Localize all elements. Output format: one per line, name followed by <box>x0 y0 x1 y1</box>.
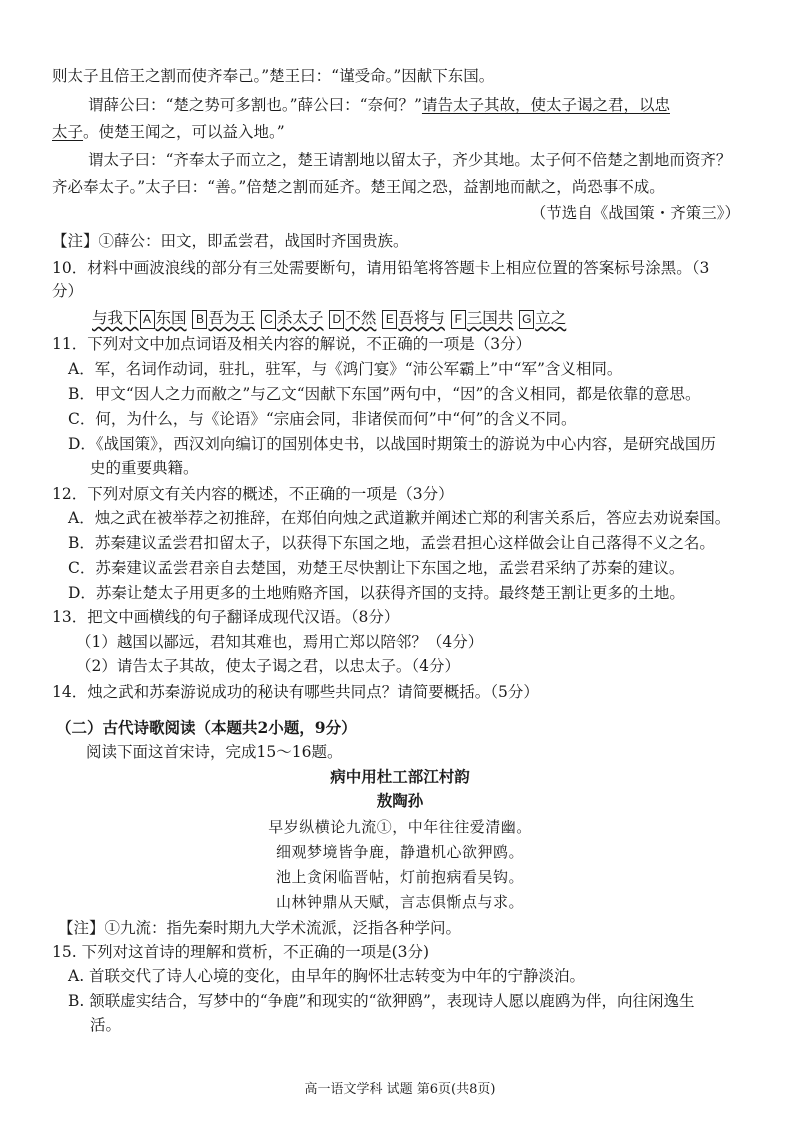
question-10-stem: 分） <box>52 282 84 300</box>
question-11-option-a[interactable]: A．军，名词作动词，驻扎，驻军，与《鸿门宴》“沛公军霸上”中“军”含义相同。 <box>68 360 623 378</box>
passage-line: 谓太子曰：“齐奉太子而立之，楚王请割地以留太子，齐少其地。太子何不倍楚之割地而资齐？ <box>88 151 732 169</box>
source-citation: （节选自《战国策・齐策三》） <box>530 204 740 222</box>
segment-text: 吾将与 <box>398 309 445 327</box>
question-10-stem: 10．材料中画波浪线的部分有三处需要断句，请用铅笔将答题卡上相应位置的答案标号涂黑。（3 <box>52 259 710 277</box>
passage-text: 。使楚王闻之，可以益入地。” <box>83 123 285 141</box>
segment-text: 立之 <box>535 309 567 327</box>
segment-text: 吾为王 <box>208 309 255 327</box>
question-13-sentence-1: （1）越国以鄙远，君知其难也，焉用亡郑以陪邻？（4分） <box>76 633 484 651</box>
question-11-option-b[interactable]: B．甲文“因人之力而敝之”与乙文“因献下东国”两句中，“因”的含义相同，都是依靠的意思。 <box>68 385 701 403</box>
poem-line: 池上贪闲临晋帖，灯前抱病看吴钩。 <box>275 868 524 886</box>
segment-text: 杀太子 <box>276 309 324 327</box>
passage-note: 【注】①薛公：田文，即孟尝君，战国时齐国贵族。 <box>52 232 409 250</box>
break-option-g[interactable]: G <box>519 310 534 329</box>
segment-text: 三国共 <box>466 309 514 327</box>
question-12-option-b[interactable]: B．苏秦建议孟尝君扣留太子，以获得下东国之地，孟尝君担心这样做会让自己落得不义之名。 <box>68 534 715 552</box>
question-15-stem: 15. 下列对这首诗的理解和赏析，不正确的一项是(3分) <box>52 943 430 961</box>
question-15-option-b-cont: 活。 <box>90 1016 122 1034</box>
underlined-sentence: 请告太子其故，使太子谒之君，以忠 <box>421 96 670 114</box>
question-15-option-a[interactable]: A. 首联交代了诗人心境的变化，由早年的胸怀壮志转变为中年的宁静淡泊。 <box>68 967 586 985</box>
question-12-option-a[interactable]: A．烛之武在被举荐之初推辞，在郑伯向烛之武道歉并阐述亡郑的利害关系后，答应去劝说秦国。 <box>68 509 731 527</box>
question-14-stem: 14．烛之武和苏秦游说成功的秘诀有哪些共同点？请简要概括。（5分） <box>52 683 539 701</box>
segment-text: 与我下 <box>92 309 139 327</box>
passage-line <box>52 120 760 144</box>
passage-line <box>88 93 760 117</box>
section-intro: 阅读下面这首宋诗，完成15～16题。 <box>86 743 343 761</box>
page-footer: 高一语文学科 试题 第6页(共8页) <box>304 1082 496 1097</box>
question-11-option-c[interactable]: C．何，为什么，与《论语》“宗庙会同，非诸侯而何”中“何”的含义不同。 <box>68 410 577 428</box>
break-option-d[interactable]: D <box>329 310 344 329</box>
underlined-sentence: 太子 <box>52 123 84 141</box>
question-13-sentence-2: （2）请告太子其故，使太子谒之君，以忠太子。（4分） <box>76 657 460 675</box>
poem-line: 细观梦境皆争鹿，静遣机心欲狎鸥。 <box>275 843 524 861</box>
poem-note: 【注】①九流：指先秦时期九大学术流派，泛指各种学问。 <box>58 919 462 937</box>
segment-text: 不然 <box>345 309 377 327</box>
question-11-option-d[interactable]: D．《战国策》，西汉刘向编订的国别体史书，以战国时期策士的游说为中心内容，是研究战国历 <box>68 435 716 453</box>
question-12-option-c[interactable]: C．苏秦建议孟尝君亲自去楚国，劝楚王尽快割让下东国之地，孟尝君采纳了苏秦的建议。 <box>68 559 685 577</box>
passage-line: 则太子且倍王之割而使齐奉己。”楚王曰：“谨受命。”因献下东国。 <box>52 67 495 85</box>
section-heading: （二）古代诗歌阅读（本题共2小题，9分） <box>56 718 357 737</box>
break-option-f[interactable]: F <box>451 310 466 329</box>
passage-text: 谓薛公曰：“楚之势可多割也。”薛公曰：“奈何？” <box>88 96 422 114</box>
poem-line: 山林钟鼎从天赋，言志俱惭点与求。 <box>275 893 524 911</box>
question-12-stem: 12．下列对原文有关内容的概述，不正确的一项是（3分） <box>52 485 454 503</box>
passage-line: 齐必奉太子。”太子曰：“善。”倍楚之割而延齐。楚王闻之恐，益割地而献之，尚恐事不成。 <box>52 178 665 196</box>
question-13-stem: 13．把文中画横线的句子翻译成现代汉语。（8分） <box>52 608 400 626</box>
sentence-segmentation <box>92 306 760 330</box>
question-15-option-b[interactable]: B. 颔联虚实结合，写梦中的“争鹿”和现实的“欲狎鸥”，表现诗人愿以鹿鸥为伴，向往闲逸生 <box>68 992 695 1010</box>
break-option-c[interactable]: C <box>261 310 276 329</box>
segment-text: 东国 <box>155 309 187 327</box>
question-12-option-d[interactable]: D．苏秦让楚太子用更多的土地贿赂齐国，以获得齐国的支持。最终楚王割让更多的土地。 <box>68 584 685 602</box>
break-option-a[interactable]: A <box>140 310 155 329</box>
question-11-stem: 11．下列对文中加点词语及相关内容的解说，不正确的一项是（3分） <box>52 335 532 353</box>
question-11-option-d-cont: 史的重要典籍。 <box>90 459 199 477</box>
break-option-b[interactable]: B <box>192 310 207 329</box>
break-option-e[interactable]: E <box>382 310 397 329</box>
poem-line: 早岁纵横论九流①，中年往往爱清幽。 <box>268 818 532 836</box>
poem-author: 敖陶孙 <box>376 791 424 810</box>
poem-title: 病中用杜工部江村韵 <box>330 767 470 786</box>
